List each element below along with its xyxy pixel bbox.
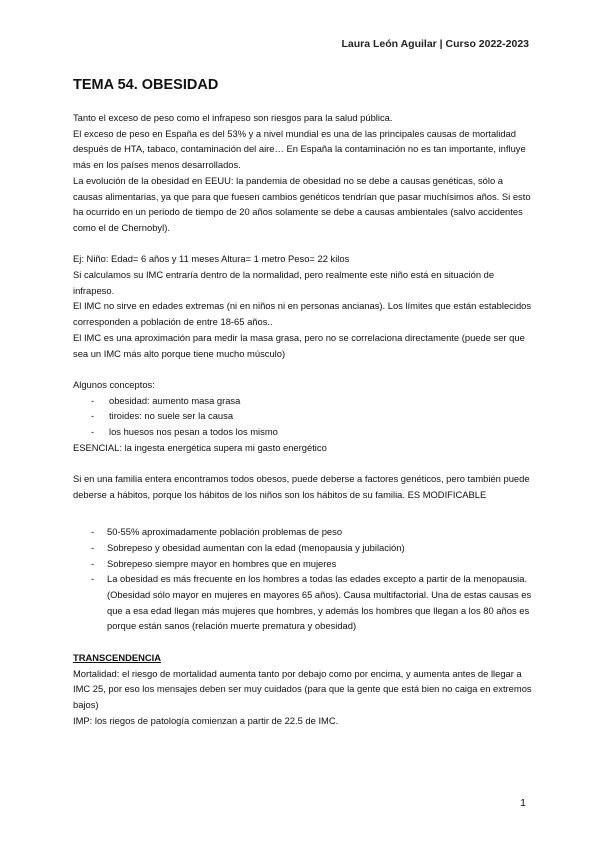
- paragraph-intro-2: El exceso de peso en España es del 53% y a nivel mundial es una de las principales causas de mortalidad después de HTA, tabaco, contaminación del aire… En España la contaminación no es tan importante, influye más en los países menos desarrollados.: [73, 127, 526, 171]
- list-item: - Sobrepeso y obesidad aumentan con la edad (menopausia y jubilación): [73, 540, 533, 556]
- concepts-heading: Algunos conceptos:: [73, 378, 155, 390]
- document-body: [73, 110, 533, 728]
- paragraph-imc-1: Si calculamos su IMC entraría dentro de la normalidad, pero realmente este niño está en situación de infrapeso.: [73, 269, 495, 296]
- paragraph-intro-3: La evolución de la obesidad en EEUU: la pandemia de obesidad no se debe a causas genéticas, sólo a causas alimentarias, ya que para que fuesen cambios genéticos tendrían que pasar muchísimos años. Si esto ha ocurrido en un periodo de tiempo de 20 años solamente se debe a causas ambientales (salvo accidentes como el de Chernobyl).: [73, 174, 531, 233]
- list-item: - 50-55% aproximadamente población problemas de peso: [73, 524, 533, 540]
- paragraph-imc-2: El IMC no sirve en edades extremas (ni en niños ni en personas ancianas). Los límites que están establecidos corresponden a población de entre 18-65 años..: [73, 300, 532, 328]
- paragraph-imp: IMP: los riegos de patología comienzan a partir de 22.5 de IMC.: [73, 714, 339, 726]
- concepts-list: [73, 393, 533, 440]
- page-title: TEMA 54. OBESIDAD: [73, 77, 219, 93]
- list-item: - La obesidad es más frecuente en los hombres a todas las edades excepto a partir de la menopausia. (Obesidad sólo mayor en mujeres en mayores 65 años). Causa multifactorial. Una de estas causas es que a esa edad llegan más mujeres que hombres, y además los hombres que llegan a los 80 años es porque están sanos (relación muerte prematura y obesidad): [73, 571, 533, 634]
- stats-list: [73, 524, 533, 634]
- page-header: Laura León Aguilar | Curso 2022-2023: [341, 38, 529, 50]
- list-item: - los huesos nos pesan a todos los mismo: [73, 424, 533, 440]
- list-item: - tiroides: no suele ser la causa: [73, 408, 533, 424]
- paragraph-family: Si en una familia entera encontramos todos obesos, puede deberse a factores genéticos, pero también puede deberse a hábitos, porque los hábitos de los niños son los hábitos de su familia. ES MODIFICABLE: [73, 473, 530, 500]
- section-heading-transcendence: TRANSCENDENCIA: [73, 651, 162, 663]
- essential-note: ESENCIAL: la ingesta energética supera mi gasto energético: [73, 441, 327, 453]
- paragraph-example: Ej: Niño: Edad= 6 años y 11 meses Altura= 1 metro Peso= 22 kilos: [73, 253, 350, 265]
- page-number: 1: [520, 797, 526, 809]
- paragraph-intro-1: Tanto el exceso de peso como el infrapeso son riesgos para la salud pública.: [73, 112, 393, 123]
- list-item: - Sobrepeso siempre mayor en hombres que en mujeres: [73, 556, 533, 572]
- list-item: - obesidad: aumento masa grasa: [73, 393, 533, 409]
- paragraph-mortality: Mortalidad: el riesgo de mortalidad aumenta tanto por debajo como por encima, y aumenta antes de llegar a IMC 25, por eso los mensajes deben ser muy cuidados (para que la gente que está bien no caiga en extremos bajos): [73, 667, 532, 710]
- paragraph-imc-3: El IMC es una aproximación para medir la masa grasa, pero no se correlaciona directamente (puede ser que sea un IMC más alto porque tiene mucho músculo): [73, 331, 525, 359]
